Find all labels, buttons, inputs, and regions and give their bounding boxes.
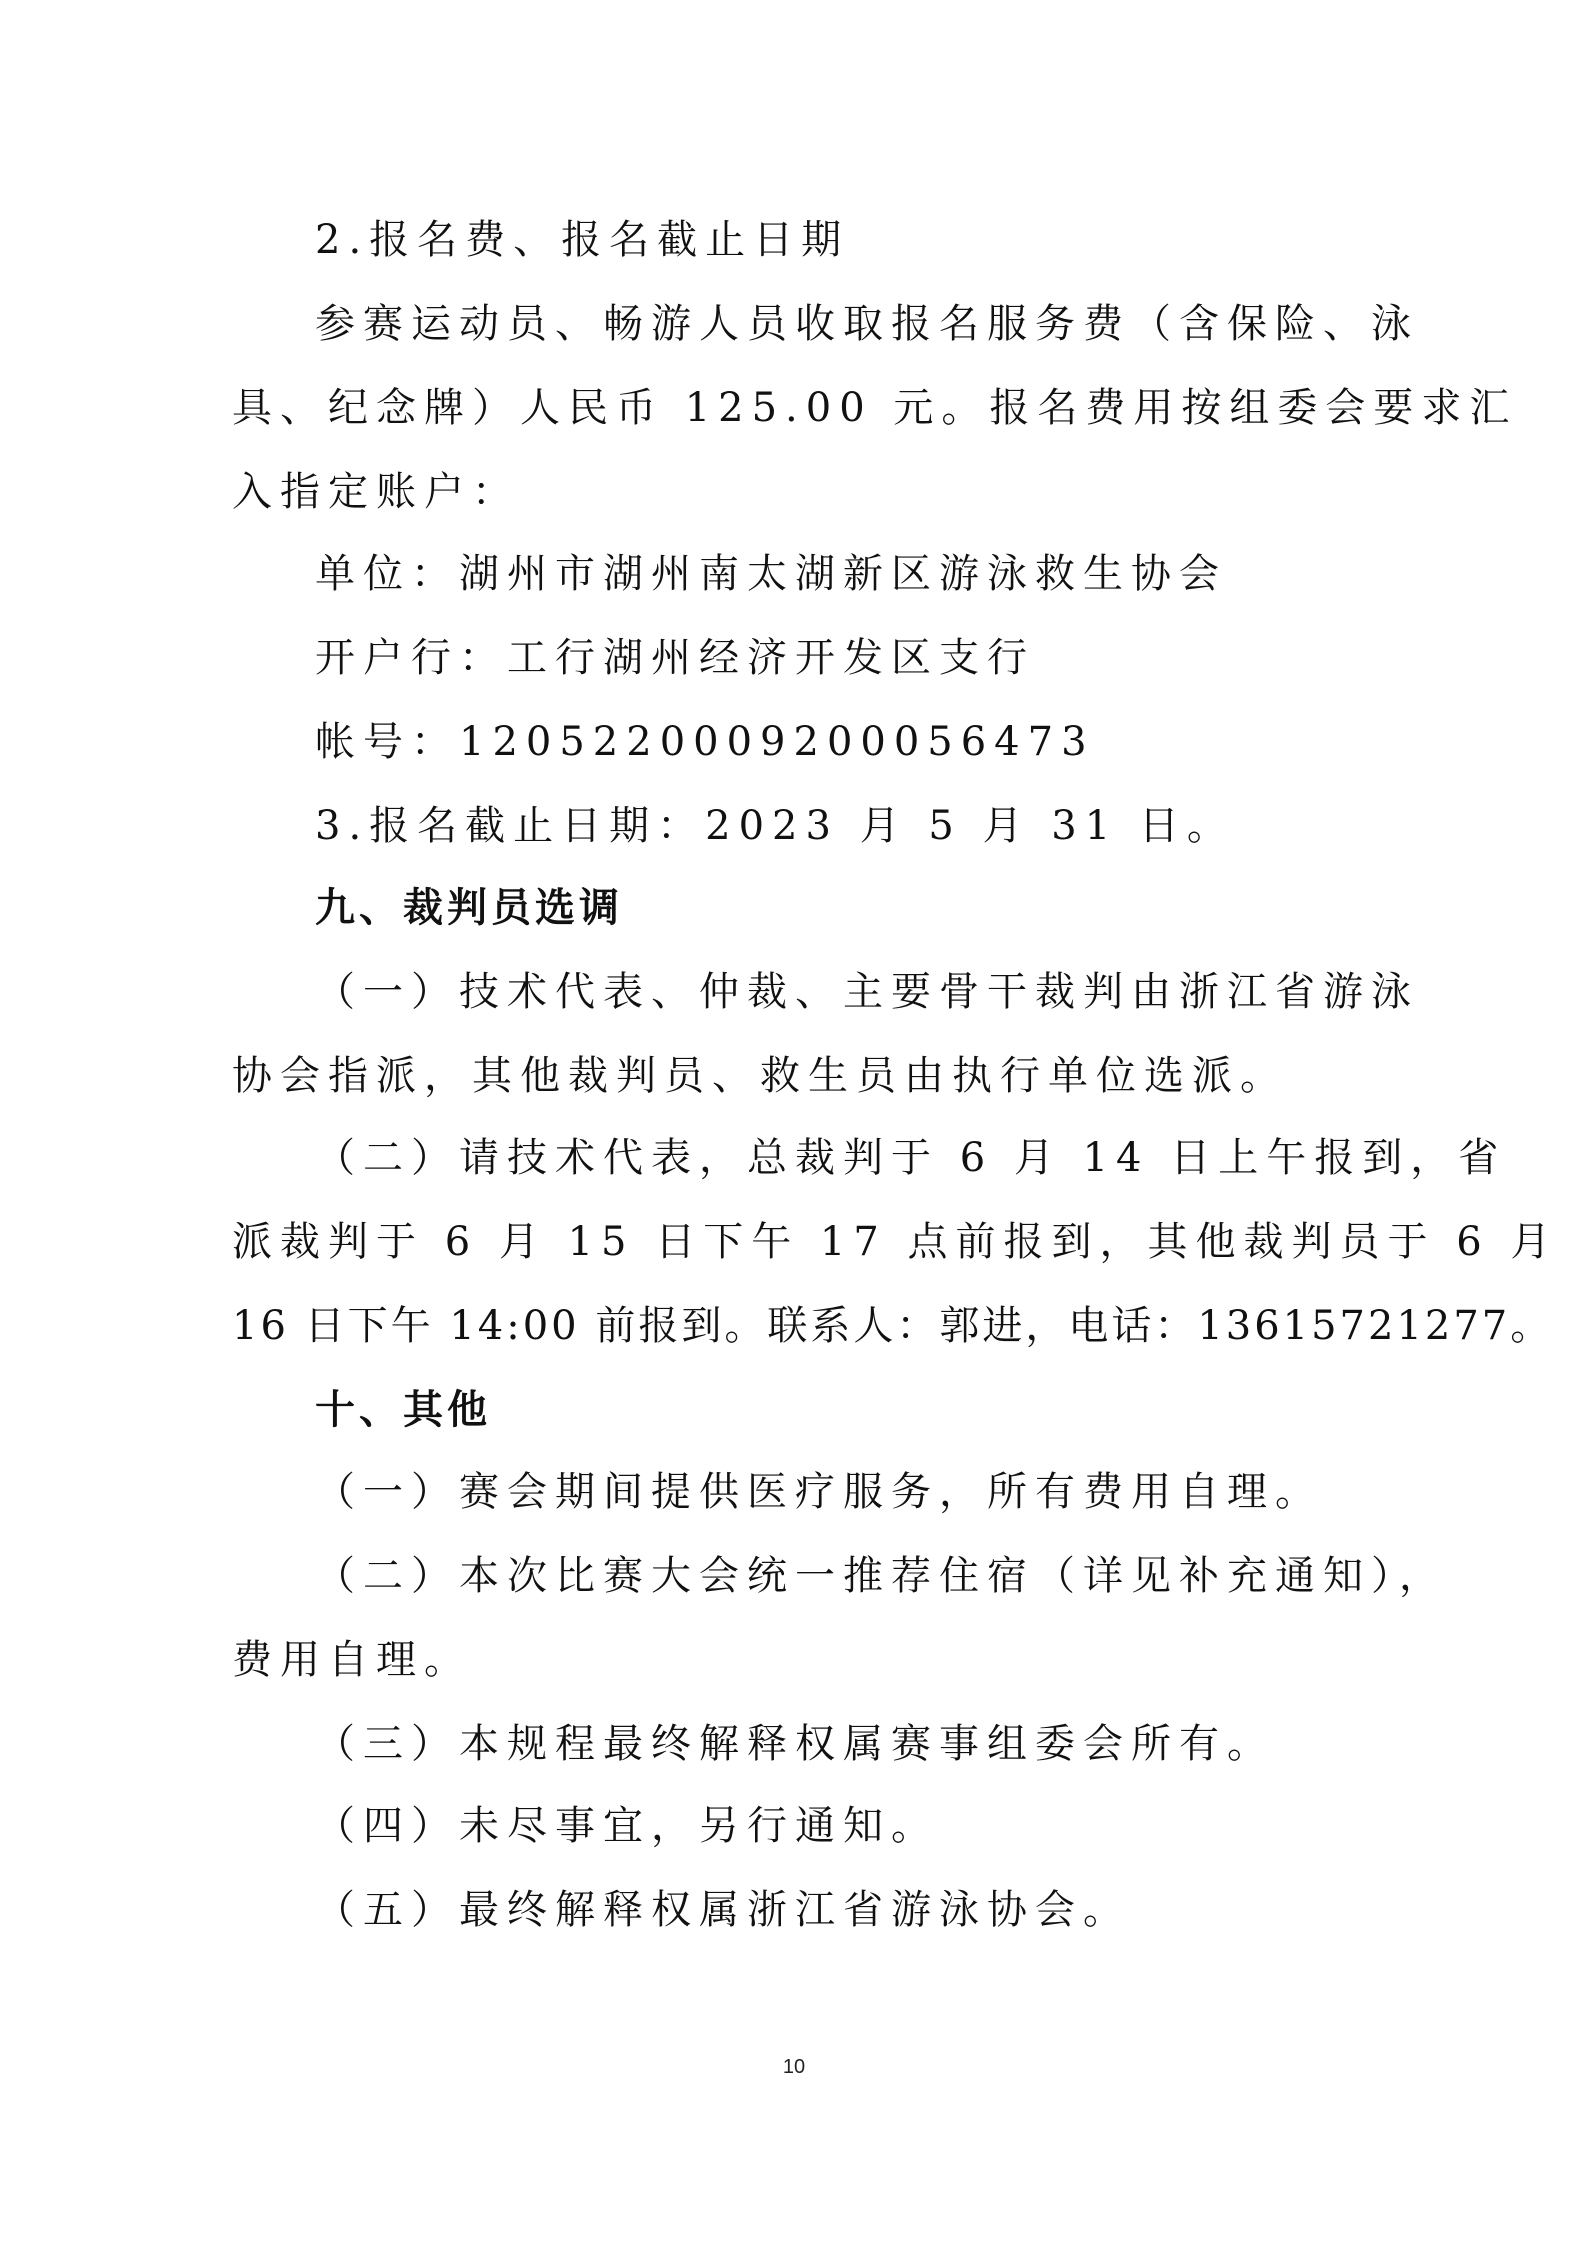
- deadline-line: 3.报名截止日期：2023 月 5 月 31 日。: [315, 803, 1235, 849]
- paragraph-line: 费用自理。: [232, 1637, 472, 1683]
- paragraph-line: （二）请技术代表，总裁判于 6 月 14 日上午报到，省: [315, 1135, 1507, 1181]
- paragraph-line: （二）本次比赛大会统一推荐住宿（详见补充通知），: [315, 1553, 1447, 1599]
- paragraph-line: 入指定账户：: [232, 469, 520, 515]
- account-number-line: 帐号：1205220009200056473: [315, 719, 1095, 765]
- paragraph-line: （一）赛会期间提供医疗服务，所有费用自理。: [315, 1469, 1323, 1515]
- paragraph-line: 具、纪念牌）人民币 125.00 元。报名费用按组委会要求汇: [232, 385, 1518, 431]
- paragraph-line: （四）未尽事宜，另行通知。: [315, 1803, 939, 1849]
- account-unit-line: 单位：湖州市湖州南太湖新区游泳救生协会: [315, 551, 1227, 597]
- paragraph-line: 参赛运动员、畅游人员收取报名服务费（含保险、泳: [315, 301, 1419, 347]
- section-heading-referees: 九、裁判员选调: [315, 885, 623, 931]
- paragraph-line: （一）技术代表、仲裁、主要骨干裁判由浙江省游泳: [315, 969, 1419, 1015]
- paragraph-line: 协会指派，其他裁判员、救生员由执行单位选派。: [232, 1053, 1288, 1099]
- contact-line: 16 日下午 14:00 前报到。联系人：郭进，电话：13615721277。: [232, 1303, 1554, 1349]
- paragraph-line: （三）本规程最终解释权属赛事组委会所有。: [315, 1721, 1275, 1767]
- section-heading-other: 十、其他: [315, 1387, 491, 1433]
- page-number: 10: [782, 2056, 806, 2078]
- account-bank-line: 开户行：工行湖州经济开发区支行: [315, 635, 1035, 681]
- subheading-fee-deadline: 2.报名费、报名截止日期: [315, 217, 850, 263]
- paragraph-line: （五）最终解释权属浙江省游泳协会。: [315, 1887, 1131, 1933]
- paragraph-line: 派裁判于 6 月 15 日下午 17 点前报到，其他裁判员于 6 月: [232, 1219, 1559, 1265]
